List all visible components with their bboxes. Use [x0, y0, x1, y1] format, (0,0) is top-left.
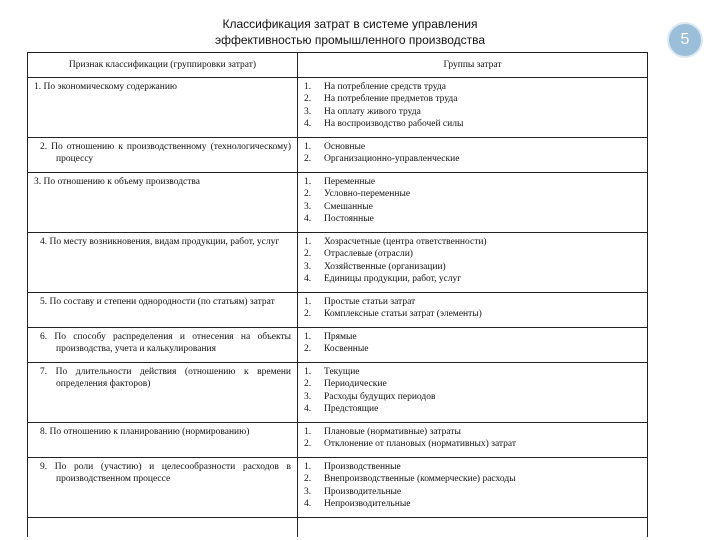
- trailing-cell: [298, 517, 648, 537]
- list-item-number: 1.: [304, 236, 312, 247]
- group-text: На потребление средств труда: [324, 81, 446, 92]
- page-number: 5: [680, 31, 690, 48]
- list-item-number: 2.: [304, 344, 312, 354]
- list-item-number: 3.: [304, 106, 312, 117]
- group-text: Простые статьи затрат: [324, 296, 416, 307]
- list-item-number: 3.: [304, 486, 312, 497]
- list-item: [304, 118, 641, 131]
- groups-cell: [298, 327, 648, 362]
- groups-list: [304, 81, 641, 131]
- list-item: [304, 93, 641, 106]
- list-item-number: 2.: [304, 189, 312, 199]
- groups-cell: [298, 137, 648, 172]
- list-item: [304, 486, 641, 499]
- list-item-number: 4.: [304, 119, 312, 129]
- table-row: [28, 172, 648, 232]
- group-text: Косвенные: [324, 344, 369, 354]
- list-item: [304, 308, 641, 321]
- groups-list: [304, 331, 641, 356]
- groups-cell: [298, 422, 648, 457]
- table-row: [28, 422, 648, 457]
- list-item-number: 3.: [304, 391, 312, 402]
- list-item: [304, 461, 641, 474]
- table-row: [28, 457, 648, 517]
- list-item-number: 4.: [304, 499, 312, 509]
- table-row: [28, 362, 648, 422]
- group-text: Комплексные статьи затрат (элементы): [324, 309, 482, 319]
- criterion-text: 1. По экономическому содержанию: [34, 81, 178, 92]
- page-number-badge: [667, 22, 703, 58]
- table-row-trailing: [28, 517, 648, 537]
- table-header-row: [28, 53, 648, 78]
- list-item: [304, 473, 641, 486]
- list-item-number: 4.: [304, 214, 312, 224]
- list-item: [304, 213, 641, 226]
- list-item-number: 1.: [304, 296, 312, 307]
- table-row: [28, 292, 648, 327]
- criterion-text: 6. По способу распределения и отнесения на объекты производства, учета и калькулирования: [40, 331, 291, 354]
- group-text: Плановые (нормативные) затраты: [324, 426, 461, 437]
- group-text: Смешанные: [324, 201, 373, 212]
- groups-list: [304, 426, 641, 451]
- group-text: На оплату живого труда: [324, 106, 421, 117]
- list-item: [304, 391, 641, 404]
- criterion-text: 5. По составу и степени однородности (по статьям) затрат: [40, 296, 275, 307]
- column-header-criterion: Признак классификации (группировки затрат): [28, 53, 298, 78]
- criterion-cell: [28, 232, 298, 292]
- list-item: [304, 153, 641, 166]
- criterion-text: 3. По отношению к объему производства: [34, 176, 200, 187]
- list-item-number: 2.: [304, 249, 312, 259]
- list-item: [304, 176, 641, 189]
- page-title: [150, 16, 550, 48]
- group-text: Хозяйственные (организации): [324, 261, 446, 272]
- list-item: [304, 343, 641, 356]
- criterion-text: 2. По отношению к производственному (технологическому) процессу: [40, 141, 291, 164]
- groups-cell: [298, 362, 648, 422]
- criterion-cell: [28, 327, 298, 362]
- groups-cell: [298, 172, 648, 232]
- groups-list: [304, 461, 641, 511]
- list-item: [304, 236, 641, 249]
- list-item-number: 2.: [304, 94, 312, 104]
- group-text: Организационно-управленческие: [324, 154, 460, 164]
- group-text: Основные: [324, 141, 366, 152]
- list-item-number: 2.: [304, 309, 312, 319]
- list-item-number: 4.: [304, 274, 312, 284]
- criterion-text: 7. По длительности действия (отношению к времени определения факторов): [40, 366, 291, 389]
- criterion-cell: [28, 457, 298, 517]
- list-item: [304, 248, 641, 261]
- criterion-cell: [28, 137, 298, 172]
- groups-list: [304, 296, 641, 321]
- group-text: Постоянные: [324, 214, 374, 224]
- table-row: [28, 137, 648, 172]
- list-item: [304, 366, 641, 379]
- groups-cell: [298, 292, 648, 327]
- groups-cell: [298, 232, 648, 292]
- list-item-number: 1.: [304, 331, 312, 342]
- group-text: Отклонение от плановых (нормативных) затрат: [324, 439, 517, 449]
- list-item-number: 1.: [304, 141, 312, 152]
- group-text: Предстоящие: [324, 404, 379, 414]
- criterion-cell: [28, 77, 298, 137]
- groups-list: [304, 236, 641, 286]
- groups-cell: [298, 77, 648, 137]
- table-body: [28, 77, 648, 517]
- list-item-number: 3.: [304, 201, 312, 212]
- criterion-cell: [28, 422, 298, 457]
- list-item: [304, 188, 641, 201]
- list-item-number: 1.: [304, 426, 312, 437]
- group-text: На потребление предметов труда: [324, 94, 458, 104]
- table-row: [28, 77, 648, 137]
- group-text: Внепроизводственные (коммерческие) расходы: [324, 474, 516, 484]
- criterion-text: 8. По отношению к планированию (нормированию): [40, 426, 250, 437]
- groups-list: [304, 141, 641, 166]
- group-text: Расходы будущих периодов: [324, 391, 436, 402]
- group-text: Единицы продукции, работ, услуг: [324, 274, 462, 284]
- criterion-cell: [28, 172, 298, 232]
- list-item: [304, 403, 641, 416]
- list-item: [304, 331, 641, 344]
- group-text: Производительные: [324, 486, 402, 497]
- group-text: Отраслевые (отрасли): [324, 249, 413, 259]
- column-header-groups: Группы затрат: [298, 53, 648, 78]
- list-item-number: 1.: [304, 366, 312, 377]
- list-item: [304, 261, 641, 274]
- criterion-text: 4. По месту возникновения, видам продукции, работ, услуг: [40, 236, 280, 247]
- groups-list: [304, 176, 641, 226]
- list-item-number: 2.: [304, 439, 312, 449]
- list-item: [304, 438, 641, 451]
- list-item-number: 3.: [304, 261, 312, 272]
- list-item: [304, 273, 641, 286]
- list-item: [304, 378, 641, 391]
- list-item: [304, 201, 641, 214]
- list-item-number: 1.: [304, 461, 312, 472]
- list-item-number: 2.: [304, 474, 312, 484]
- group-text: Производственные: [324, 461, 401, 472]
- list-item: [304, 141, 641, 154]
- criterion-text: 9. По роли (участию) и целесообразности расходов в производственном процессе: [40, 461, 291, 484]
- list-item: [304, 296, 641, 309]
- list-item: [304, 498, 641, 511]
- groups-list: [304, 366, 641, 416]
- group-text: Хозрасчетные (центра ответственности): [324, 236, 487, 247]
- title-line-2: эффективностью промышленного производства: [214, 33, 486, 47]
- list-item-number: 2.: [304, 154, 312, 164]
- criterion-cell: [28, 362, 298, 422]
- trailing-cell: [28, 517, 298, 537]
- list-item-number: 1.: [304, 81, 312, 92]
- title-line-1: Классификация затрат в системе управления: [222, 17, 478, 31]
- table-row: [28, 232, 648, 292]
- list-item: [304, 106, 641, 119]
- group-text: Переменные: [324, 176, 376, 187]
- group-text: Периодические: [324, 379, 387, 389]
- groups-cell: [298, 457, 648, 517]
- group-text: Условно-переменные: [324, 189, 411, 199]
- list-item: [304, 81, 641, 94]
- criterion-cell: [28, 292, 298, 327]
- list-item-number: 4.: [304, 404, 312, 414]
- group-text: Прямые: [324, 331, 357, 342]
- list-item-number: 2.: [304, 379, 312, 389]
- classification-table: [27, 52, 648, 537]
- group-text: Непроизводительные: [324, 499, 411, 509]
- list-item: [304, 426, 641, 439]
- group-text: Текущие: [324, 366, 360, 377]
- group-text: На воспроизводство рабочей силы: [324, 119, 464, 129]
- list-item-number: 1.: [304, 176, 312, 187]
- table-row: [28, 327, 648, 362]
